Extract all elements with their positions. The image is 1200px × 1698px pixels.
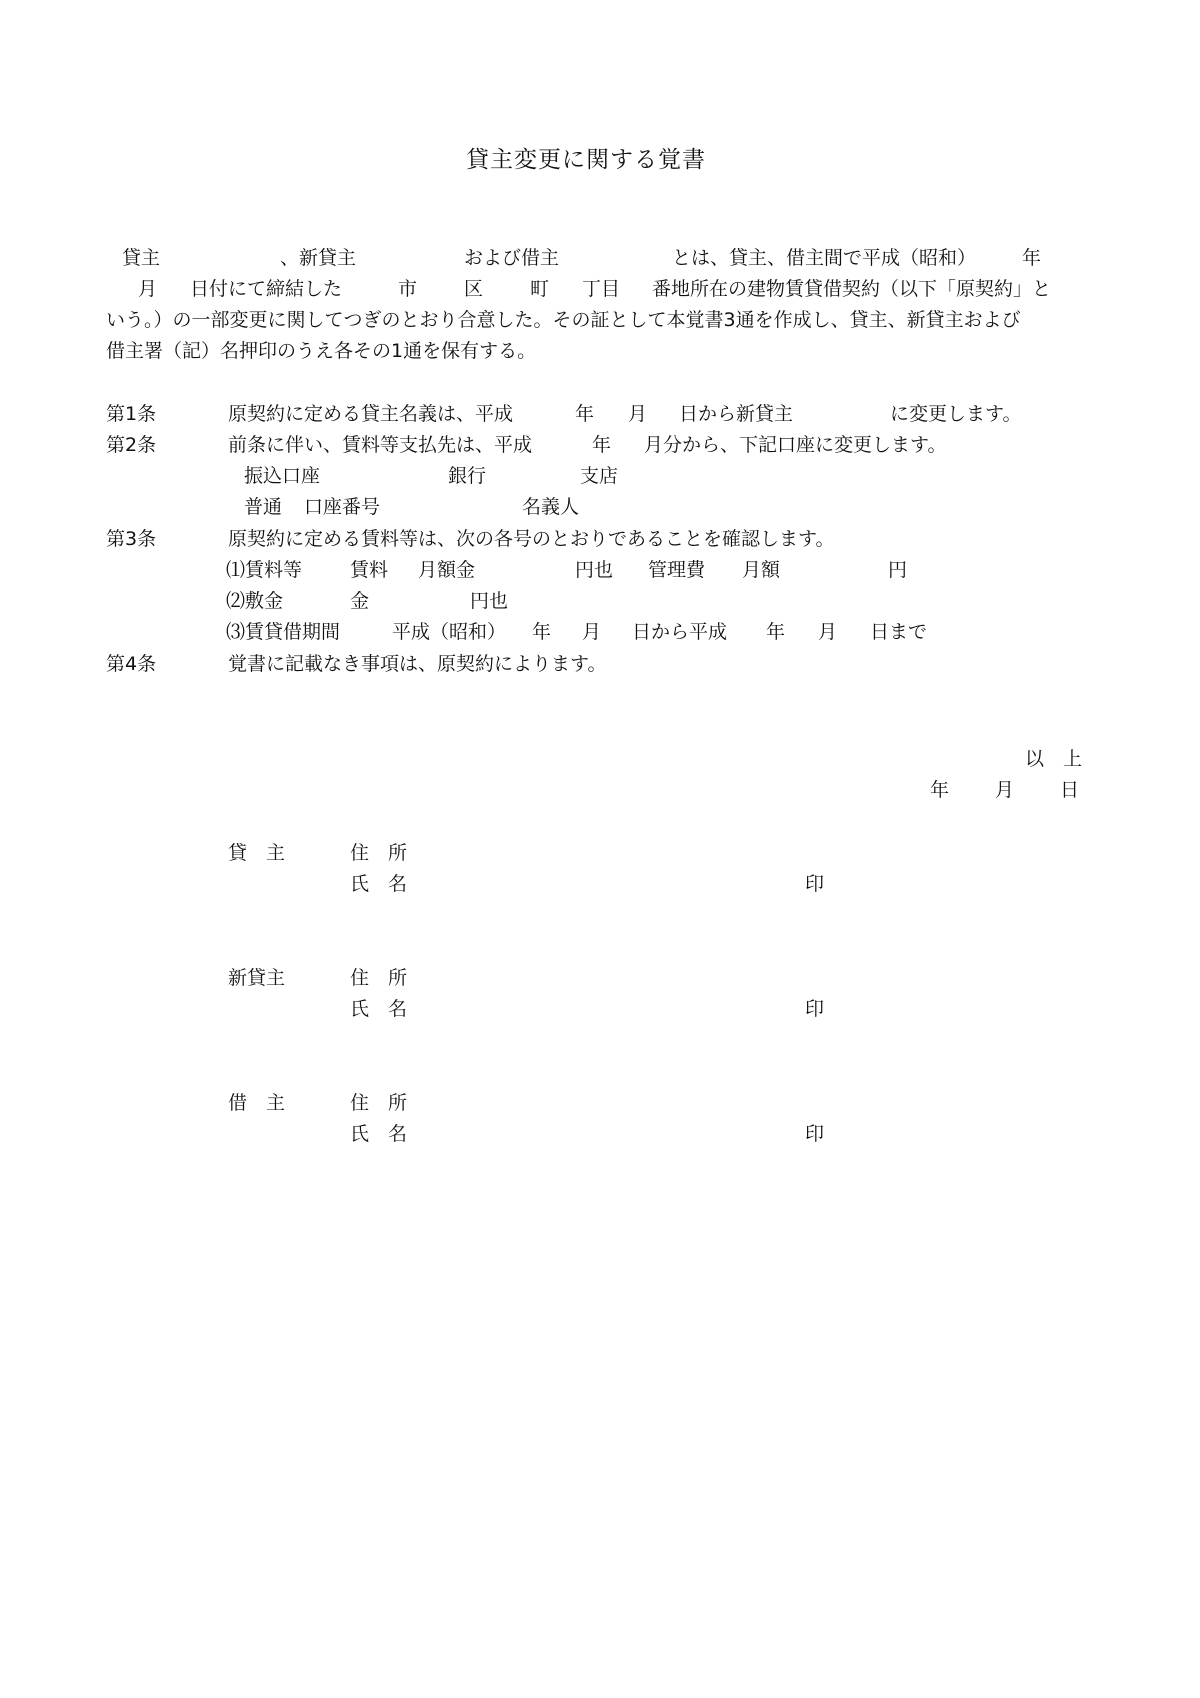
article-2-month-text: 月分から、下記口座に変更します。 — [644, 434, 947, 456]
item-1-yen: 円也 — [575, 559, 614, 581]
new-lessor-name-label: 氏 名 — [350, 998, 408, 1020]
lessor-address-label: 住 所 — [350, 842, 408, 864]
lessee-label: 借 主 — [228, 1092, 286, 1114]
intro-day-text: 日付にて締結した — [190, 278, 343, 300]
new-lessor-seal: 印 — [805, 998, 825, 1020]
date-month: 月 — [995, 779, 1015, 801]
date-year: 年 — [930, 779, 950, 801]
item-2-label: ⑵敷金 — [226, 590, 284, 612]
lessor-label: 貸 主 — [228, 842, 286, 864]
intro-ward: 区 — [464, 278, 484, 300]
item-1-mgmt-monthly: 月額 — [742, 559, 781, 581]
article-1-text: 原契約に定める貸主名義は、平成 — [228, 403, 514, 425]
intro-lessee: および借主 — [464, 247, 560, 269]
intro-year: 年 — [1022, 247, 1042, 269]
item-1-rent: 賃料 — [350, 559, 389, 581]
item-3-era: 平成（昭和） — [392, 621, 507, 643]
bank-account-label: 振込口座 — [244, 465, 321, 487]
account-type: 普通 — [244, 496, 283, 518]
document-title: 貸主変更に関する覚書 — [466, 147, 706, 173]
item-3-from: 日から平成 — [632, 621, 728, 643]
article-1-month: 月 — [628, 403, 648, 425]
lessee-seal: 印 — [805, 1123, 825, 1145]
item-3-label: ⑶賃貸借期間 — [226, 621, 341, 643]
intro-line2-text: 番地所在の建物賃貸借契約（以下「原契約」と — [652, 278, 1052, 300]
item-3-month: 月 — [582, 621, 602, 643]
item-1-mgmt: 管理費 — [648, 559, 706, 581]
branch-label: 支店 — [580, 465, 619, 487]
item-2-yen: 円也 — [470, 590, 509, 612]
article-1-day: 日から新貸主 — [679, 403, 794, 425]
account-holder-label: 名義人 — [522, 496, 580, 518]
article-2-label: 第2条 — [106, 434, 157, 456]
end-mark: 以 上 — [1025, 748, 1083, 770]
item-1-mgmt-yen: 円 — [888, 559, 908, 581]
item-3-until: 日まで — [870, 621, 928, 643]
account-number-label: 口座番号 — [304, 496, 381, 518]
article-1-label: 第1条 — [106, 403, 157, 425]
article-3-label: 第3条 — [106, 528, 157, 550]
lessee-name-label: 氏 名 — [350, 1123, 408, 1145]
article-2-year: 年 — [592, 434, 612, 456]
new-lessor-address-label: 住 所 — [350, 967, 408, 989]
new-lessor-label: 新貸主 — [228, 967, 286, 989]
article-1-year: 年 — [575, 403, 595, 425]
article-2-text: 前条に伴い、賃料等支払先は、平成 — [228, 434, 533, 456]
lessor-name-label: 氏 名 — [350, 873, 408, 895]
item-1-label: ⑴賃料等 — [226, 559, 303, 581]
intro-line1-text: とは、貸主、借主間で平成（昭和） — [672, 247, 977, 269]
intro-city: 市 — [398, 278, 418, 300]
intro-lessor: 貸主 — [122, 247, 161, 269]
intro-town: 町 — [530, 278, 550, 300]
article-4-text: 覚書に記載なき事項は、原契約によります。 — [228, 653, 607, 675]
item-3-month2: 月 — [818, 621, 838, 643]
intro-line3: いう。）の一部変更に関してつぎのとおり合意した。その証として本覚書3通を作成し、貸主、新貸主および — [106, 309, 1021, 331]
bank-label: 銀行 — [448, 465, 487, 487]
article-1-end: に変更します。 — [890, 403, 1022, 425]
item-3-year: 年 — [532, 621, 552, 643]
date-day: 日 — [1060, 779, 1080, 801]
lessor-seal: 印 — [805, 873, 825, 895]
article-3-text: 原契約に定める賃料等は、次の各号のとおりであることを確認します。 — [228, 528, 835, 550]
item-3-year2: 年 — [766, 621, 786, 643]
article-4-label: 第4条 — [106, 653, 157, 675]
item-2-amount: 金 — [350, 590, 370, 612]
lessee-address-label: 住 所 — [350, 1092, 408, 1114]
item-1-monthly: 月額金 — [418, 559, 476, 581]
intro-chome: 丁目 — [582, 278, 621, 300]
intro-new-lessor: 、新貸主 — [280, 247, 357, 269]
intro-line4: 借主署（記）名押印のうえ各その1通を保有する。 — [106, 340, 537, 362]
intro-month: 月 — [138, 278, 158, 300]
